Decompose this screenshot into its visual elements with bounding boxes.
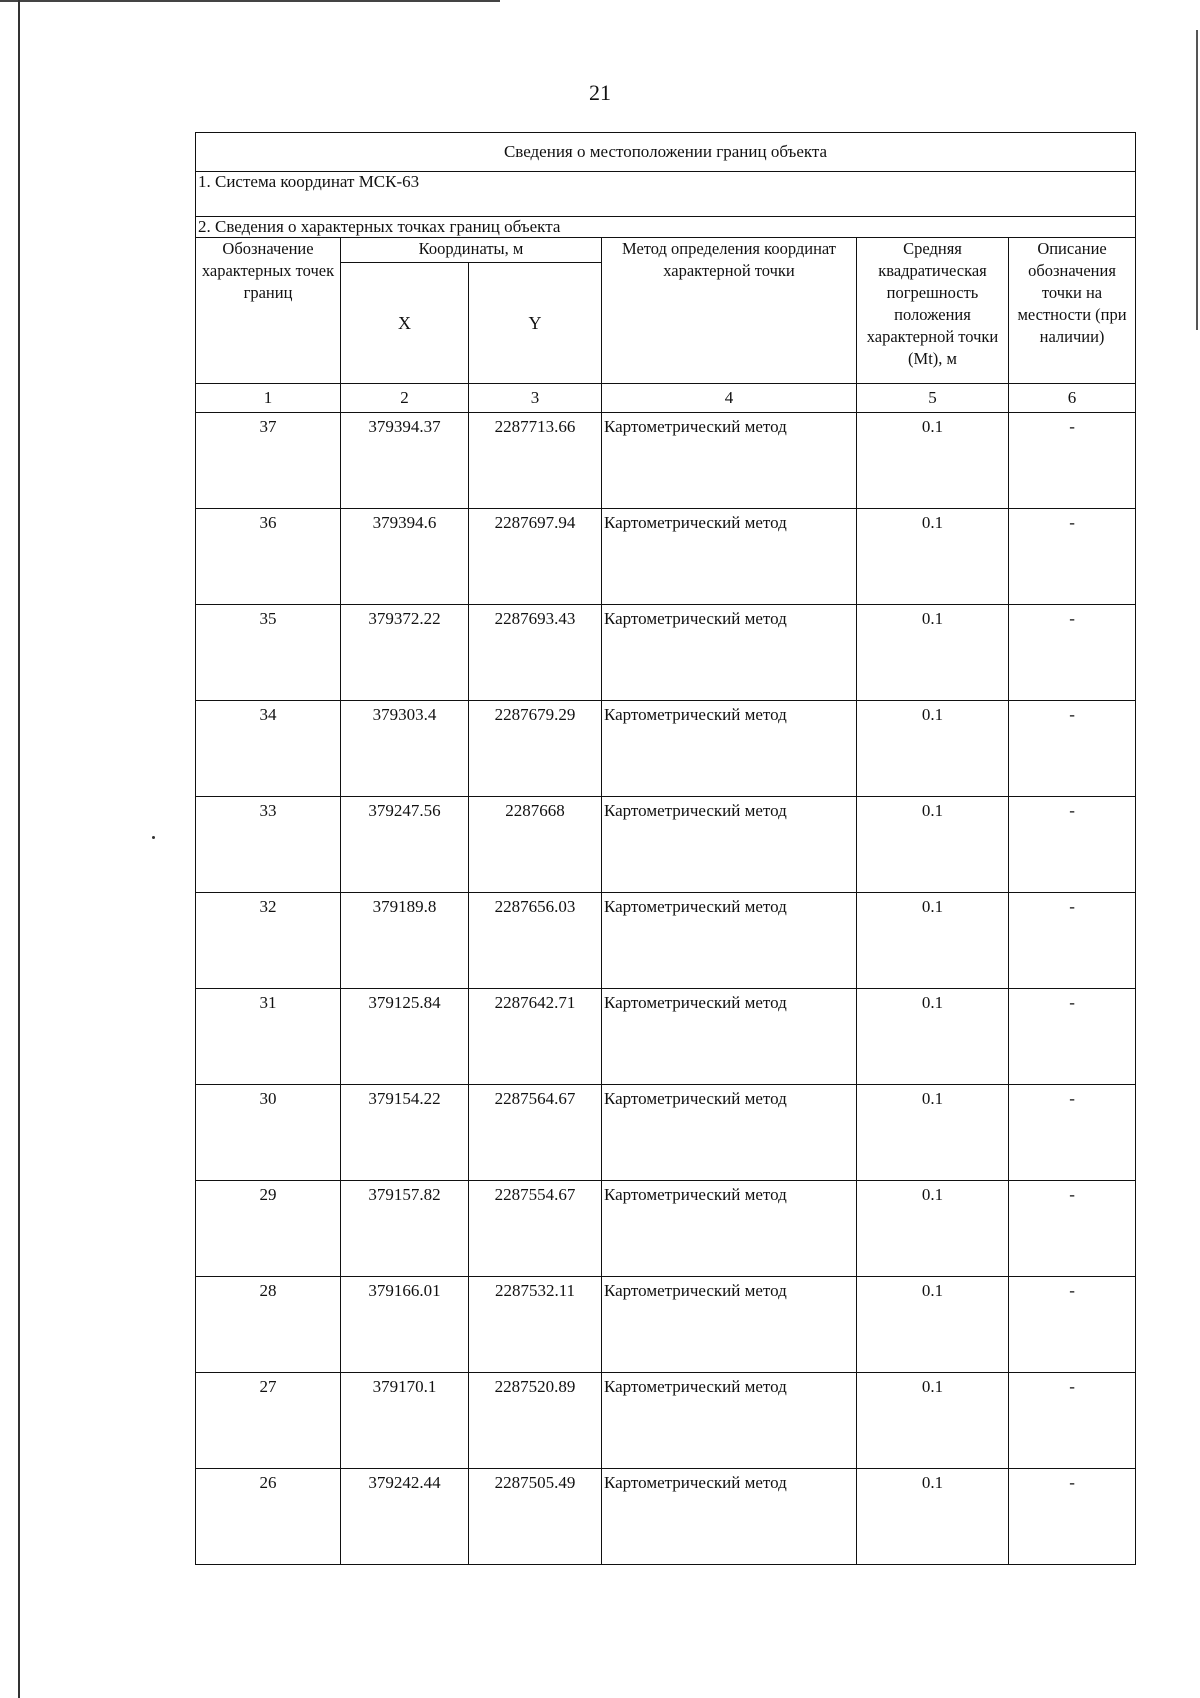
- error-cell: 0.1: [857, 797, 1009, 893]
- table-row: [196, 1469, 1136, 1565]
- y-coordinate-cell: 2287505.49: [469, 1469, 602, 1565]
- method-cell: Картометрический метод: [602, 797, 857, 893]
- x-coordinate-cell: 379157.82: [341, 1181, 469, 1277]
- y-coordinate-cell: 2287554.67: [469, 1181, 602, 1277]
- method-cell: Картометрический метод: [602, 893, 857, 989]
- error-cell: 0.1: [857, 413, 1009, 509]
- scan-edge-left: [18, 0, 20, 1698]
- error-cell: 0.1: [857, 893, 1009, 989]
- table-row: [196, 893, 1136, 989]
- method-cell: Картометрический метод: [602, 1085, 857, 1181]
- point-number-cell: 30: [196, 1085, 341, 1181]
- point-number-cell: 31: [196, 989, 341, 1085]
- y-coordinate-cell: 2287679.29: [469, 701, 602, 797]
- error-cell: 0.1: [857, 1181, 1009, 1277]
- boundary-points-table: [195, 132, 1136, 1565]
- description-cell: -: [1009, 701, 1136, 797]
- x-coordinate-cell: 379247.56: [341, 797, 469, 893]
- error-cell: 0.1: [857, 1277, 1009, 1373]
- error-cell: 0.1: [857, 989, 1009, 1085]
- table-row: [196, 1277, 1136, 1373]
- description-cell: -: [1009, 797, 1136, 893]
- column-number: 3: [469, 384, 602, 413]
- y-coordinate-cell: 2287656.03: [469, 893, 602, 989]
- table-row: [196, 1373, 1136, 1469]
- x-coordinate-cell: 379394.37: [341, 413, 469, 509]
- x-coordinate-cell: 379189.8: [341, 893, 469, 989]
- table-row: [196, 701, 1136, 797]
- header-x: X: [341, 263, 469, 384]
- header-error: Средняя квадратическая погрешность положения характерной точки (Mt), м: [857, 238, 1009, 384]
- description-cell: -: [1009, 893, 1136, 989]
- x-coordinate-cell: 379166.01: [341, 1277, 469, 1373]
- column-number: 1: [196, 384, 341, 413]
- description-cell: -: [1009, 509, 1136, 605]
- point-number-cell: 27: [196, 1373, 341, 1469]
- column-number-row: [196, 384, 1136, 413]
- x-coordinate-cell: 379372.22: [341, 605, 469, 701]
- error-cell: 0.1: [857, 509, 1009, 605]
- point-number-cell: 33: [196, 797, 341, 893]
- coordinate-system: 1. Система координат МСК-63: [196, 172, 1136, 217]
- table-row: [196, 797, 1136, 893]
- method-cell: Картометрический метод: [602, 701, 857, 797]
- table-row: [196, 1181, 1136, 1277]
- y-coordinate-cell: 2287564.67: [469, 1085, 602, 1181]
- column-number: 2: [341, 384, 469, 413]
- table-row: [196, 413, 1136, 509]
- y-coordinate-cell: 2287697.94: [469, 509, 602, 605]
- header-y: Y: [469, 263, 602, 384]
- header-point-designation: Обозначение характерных точек границ: [196, 238, 341, 384]
- method-cell: Картометрический метод: [602, 1373, 857, 1469]
- table-row: [196, 989, 1136, 1085]
- point-number-cell: 34: [196, 701, 341, 797]
- column-number: 5: [857, 384, 1009, 413]
- table-row: [196, 605, 1136, 701]
- x-coordinate-cell: 379394.6: [341, 509, 469, 605]
- point-number-cell: 26: [196, 1469, 341, 1565]
- table-row: [196, 509, 1136, 605]
- x-coordinate-cell: 379170.1: [341, 1373, 469, 1469]
- header-description: Описание обозначения точки на местности (при наличии): [1009, 238, 1136, 384]
- method-cell: Картометрический метод: [602, 1469, 857, 1565]
- x-coordinate-cell: 379154.22: [341, 1085, 469, 1181]
- method-cell: Картометрический метод: [602, 413, 857, 509]
- header-method: Метод определения координат характерной точки: [602, 238, 857, 384]
- page-number: 21: [589, 80, 611, 105]
- y-coordinate-cell: 2287713.66: [469, 413, 602, 509]
- point-number-cell: 37: [196, 413, 341, 509]
- description-cell: -: [1009, 1373, 1136, 1469]
- method-cell: Картометрический метод: [602, 1277, 857, 1373]
- point-number-cell: 29: [196, 1181, 341, 1277]
- description-cell: -: [1009, 1181, 1136, 1277]
- description-cell: -: [1009, 605, 1136, 701]
- description-cell: -: [1009, 1469, 1136, 1565]
- method-cell: Картометрический метод: [602, 509, 857, 605]
- header-coordinates: Координаты, м: [341, 238, 602, 263]
- x-coordinate-cell: 379125.84: [341, 989, 469, 1085]
- scan-speck: [152, 836, 155, 839]
- description-cell: -: [1009, 989, 1136, 1085]
- x-coordinate-cell: 379242.44: [341, 1469, 469, 1565]
- description-cell: -: [1009, 413, 1136, 509]
- table-title: Сведения о местоположении границ объекта: [196, 133, 1136, 172]
- method-cell: Картометрический метод: [602, 605, 857, 701]
- scan-edge-right: [1196, 30, 1198, 330]
- y-coordinate-cell: 2287532.11: [469, 1277, 602, 1373]
- y-coordinate-cell: 2287520.89: [469, 1373, 602, 1469]
- y-coordinate-cell: 2287693.43: [469, 605, 602, 701]
- point-number-cell: 35: [196, 605, 341, 701]
- y-coordinate-cell: 2287668: [469, 797, 602, 893]
- method-cell: Картометрический метод: [602, 1181, 857, 1277]
- y-coordinate-cell: 2287642.71: [469, 989, 602, 1085]
- description-cell: -: [1009, 1085, 1136, 1181]
- error-cell: 0.1: [857, 701, 1009, 797]
- point-number-cell: 32: [196, 893, 341, 989]
- point-number-cell: 36: [196, 509, 341, 605]
- method-cell: Картометрический метод: [602, 989, 857, 1085]
- column-number: 6: [1009, 384, 1136, 413]
- error-cell: 0.1: [857, 1373, 1009, 1469]
- column-number: 4: [602, 384, 857, 413]
- description-cell: -: [1009, 1277, 1136, 1373]
- error-cell: 0.1: [857, 1469, 1009, 1565]
- table-row: [196, 1085, 1136, 1181]
- scan-edge-top: [0, 0, 500, 2]
- error-cell: 0.1: [857, 1085, 1009, 1181]
- point-number-cell: 28: [196, 1277, 341, 1373]
- x-coordinate-cell: 379303.4: [341, 701, 469, 797]
- subsection-title: 2. Сведения о характерных точках границ объекта: [196, 217, 1136, 238]
- error-cell: 0.1: [857, 605, 1009, 701]
